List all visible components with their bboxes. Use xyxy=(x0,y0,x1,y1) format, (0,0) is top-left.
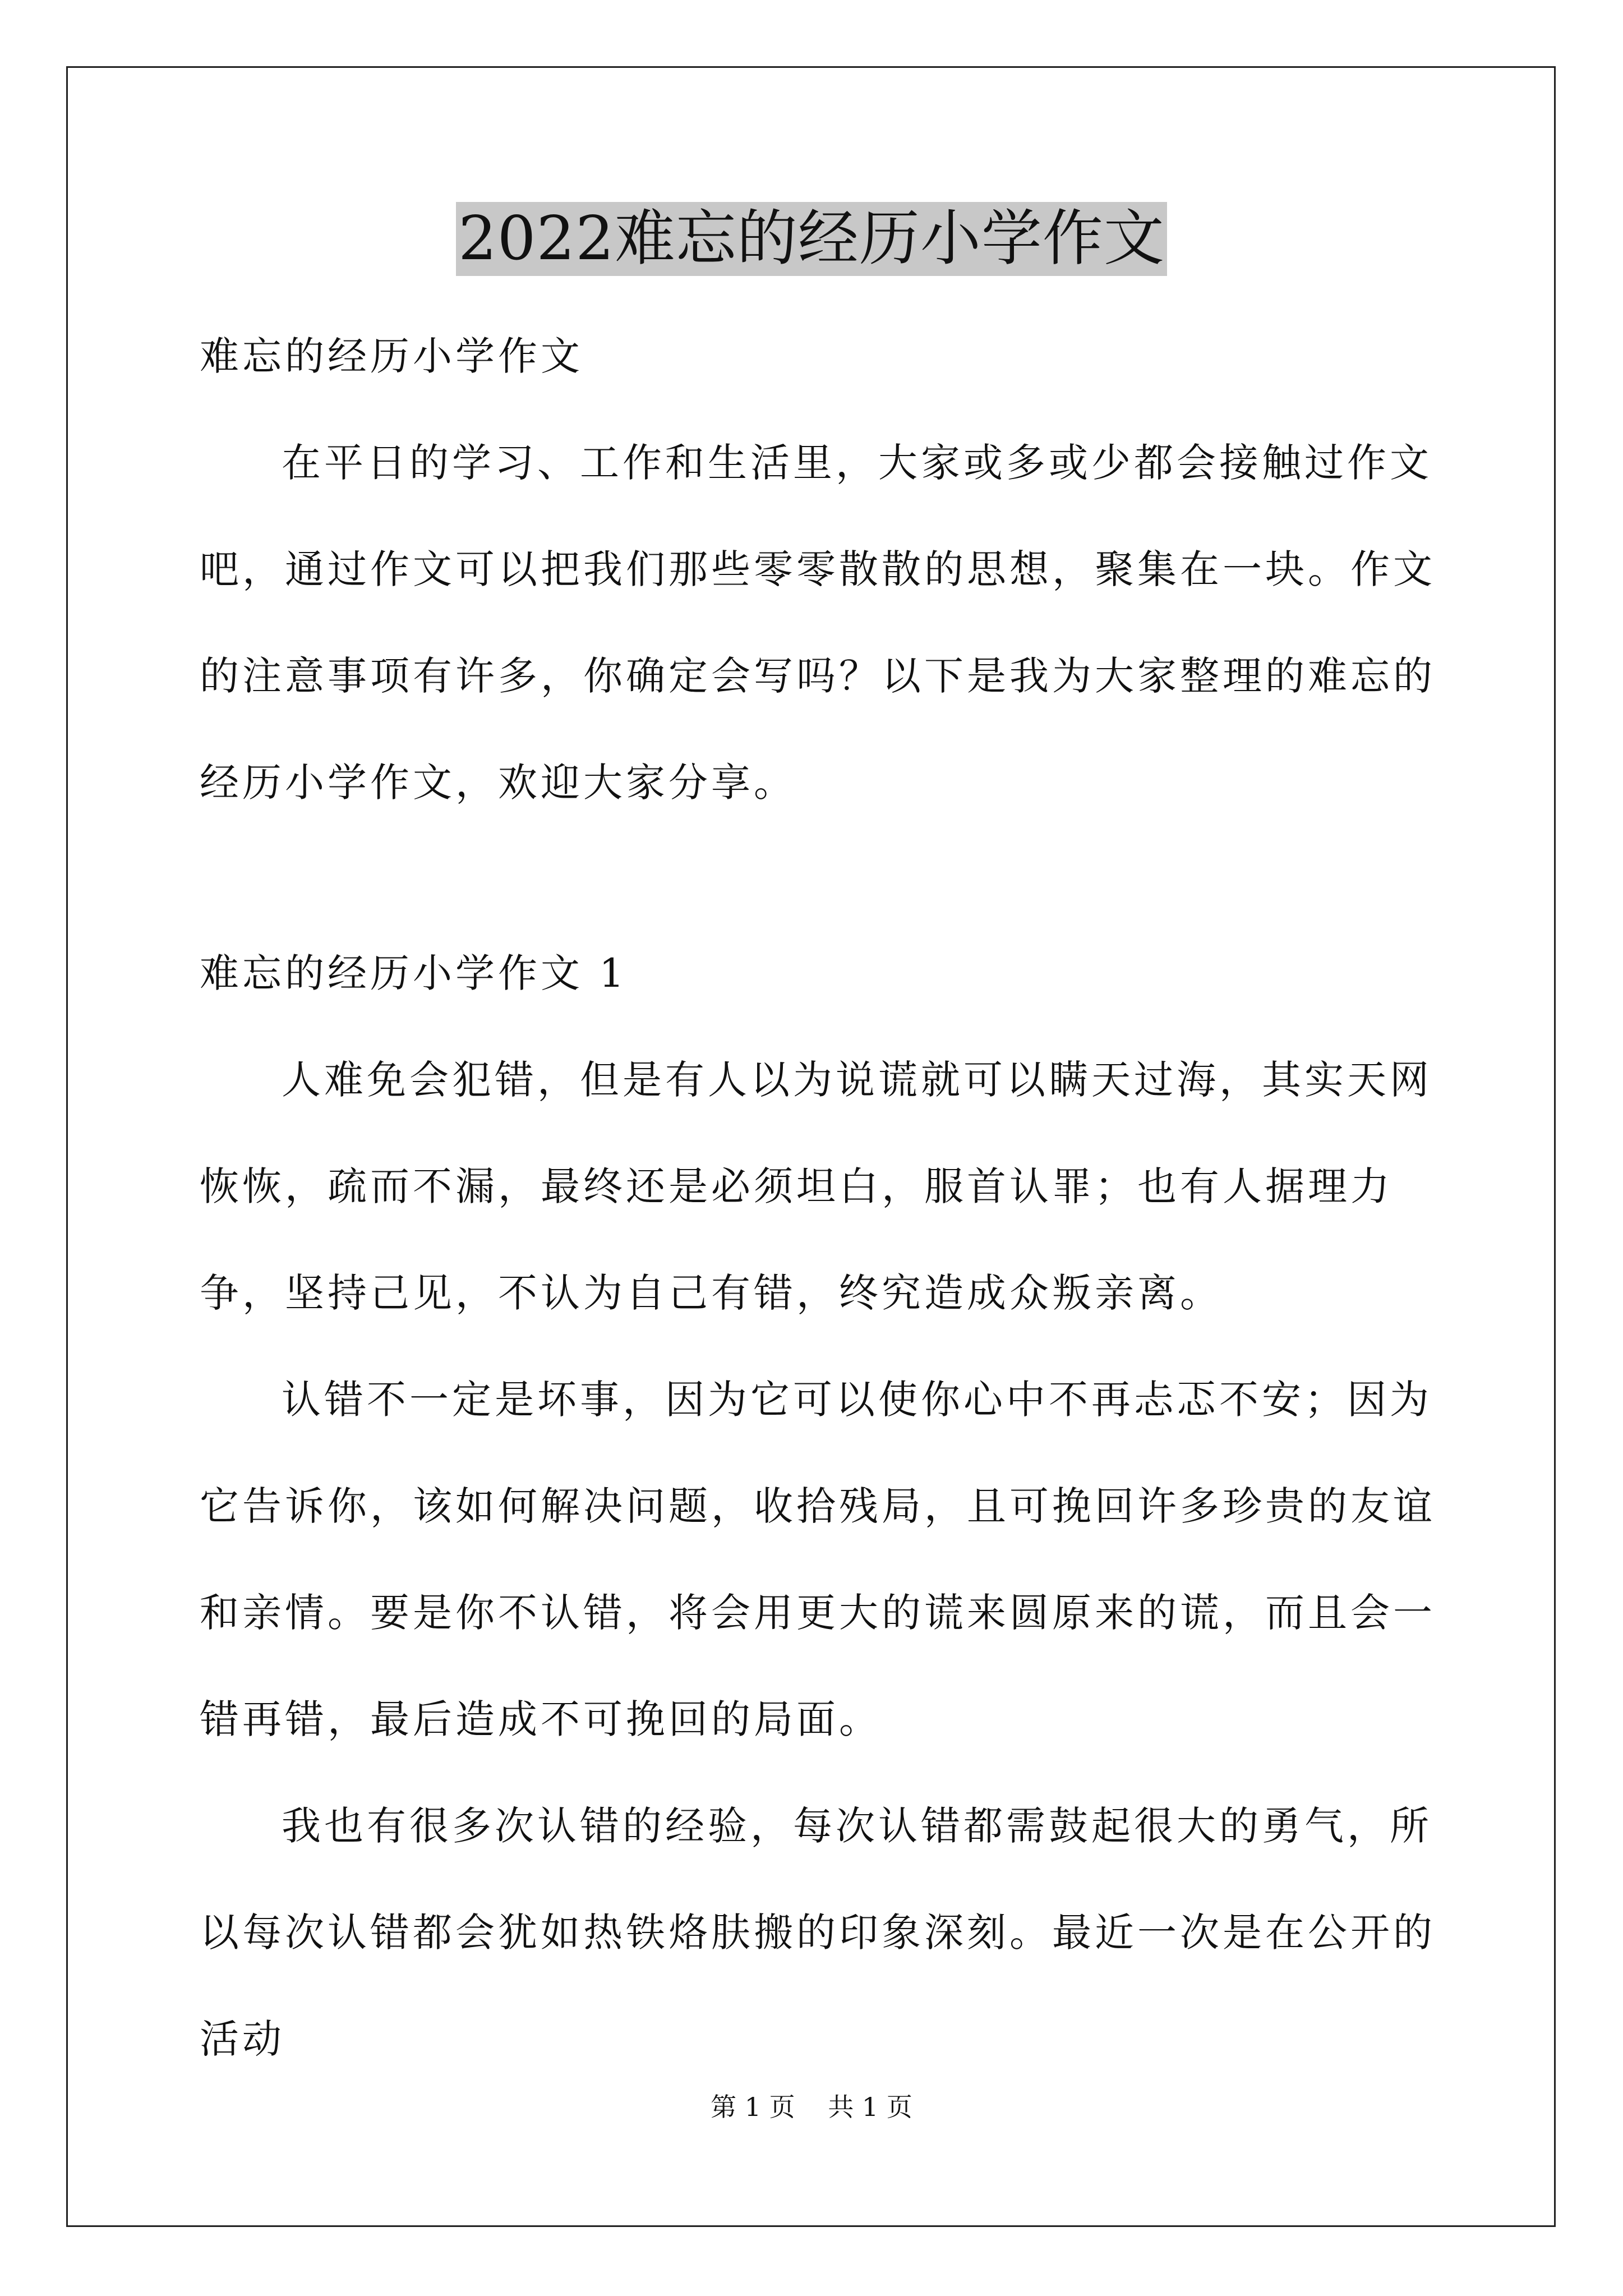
page-number-total: 共 1 页 xyxy=(828,2092,912,2122)
page-footer xyxy=(0,2090,1623,2124)
document-title: 2022难忘的经历小学作文 xyxy=(456,202,1167,276)
intro-paragraph: 在平日的学习、工作和生活里，大家或多或少都会接触过作文吧，通过作文可以把我们那些零零散散的思想，聚集在一块。作文的注意事项有许多，你确定会写吗？以下是我为大家整理的难忘的经历小学作文，欢迎大家分享。 xyxy=(200,440,1436,806)
section-heading: 难忘的经历小学作文 1 xyxy=(200,950,628,996)
section-spacer xyxy=(200,836,1456,920)
page-number-current: 第 1 页 xyxy=(711,2092,795,2122)
document-body xyxy=(200,303,1456,2092)
intro-heading: 难忘的经历小学作文 xyxy=(200,333,583,379)
body-paragraph: 认错不一定是坏事，因为它可以使你心中不再忐忑不安；因为它告诉你，该如何解决问题，收拾残局，且可挽回许多珍贵的友谊和亲情。要是你不认错，将会用更大的谎来圆原来的谎，而且会一错再错，最后造成不可挽回的局面。 xyxy=(200,1377,1436,1742)
title-container xyxy=(0,202,1623,276)
body-paragraph: 我也有很多次认错的经验，每次认错都需鼓起很大的勇气，所以每次认错都会犹如热铁烙肤搬的印象深刻。最近一次是在公开的活动 xyxy=(200,1803,1436,2062)
body-paragraph: 人难免会犯错，但是有人以为说谎就可以瞒天过海，其实天网恢恢，疏而不漏，最终还是必须坦白，服首认罪；也有人据理力争，坚持己见，不认为自己有错，终究造成众叛亲离。 xyxy=(200,1057,1432,1316)
